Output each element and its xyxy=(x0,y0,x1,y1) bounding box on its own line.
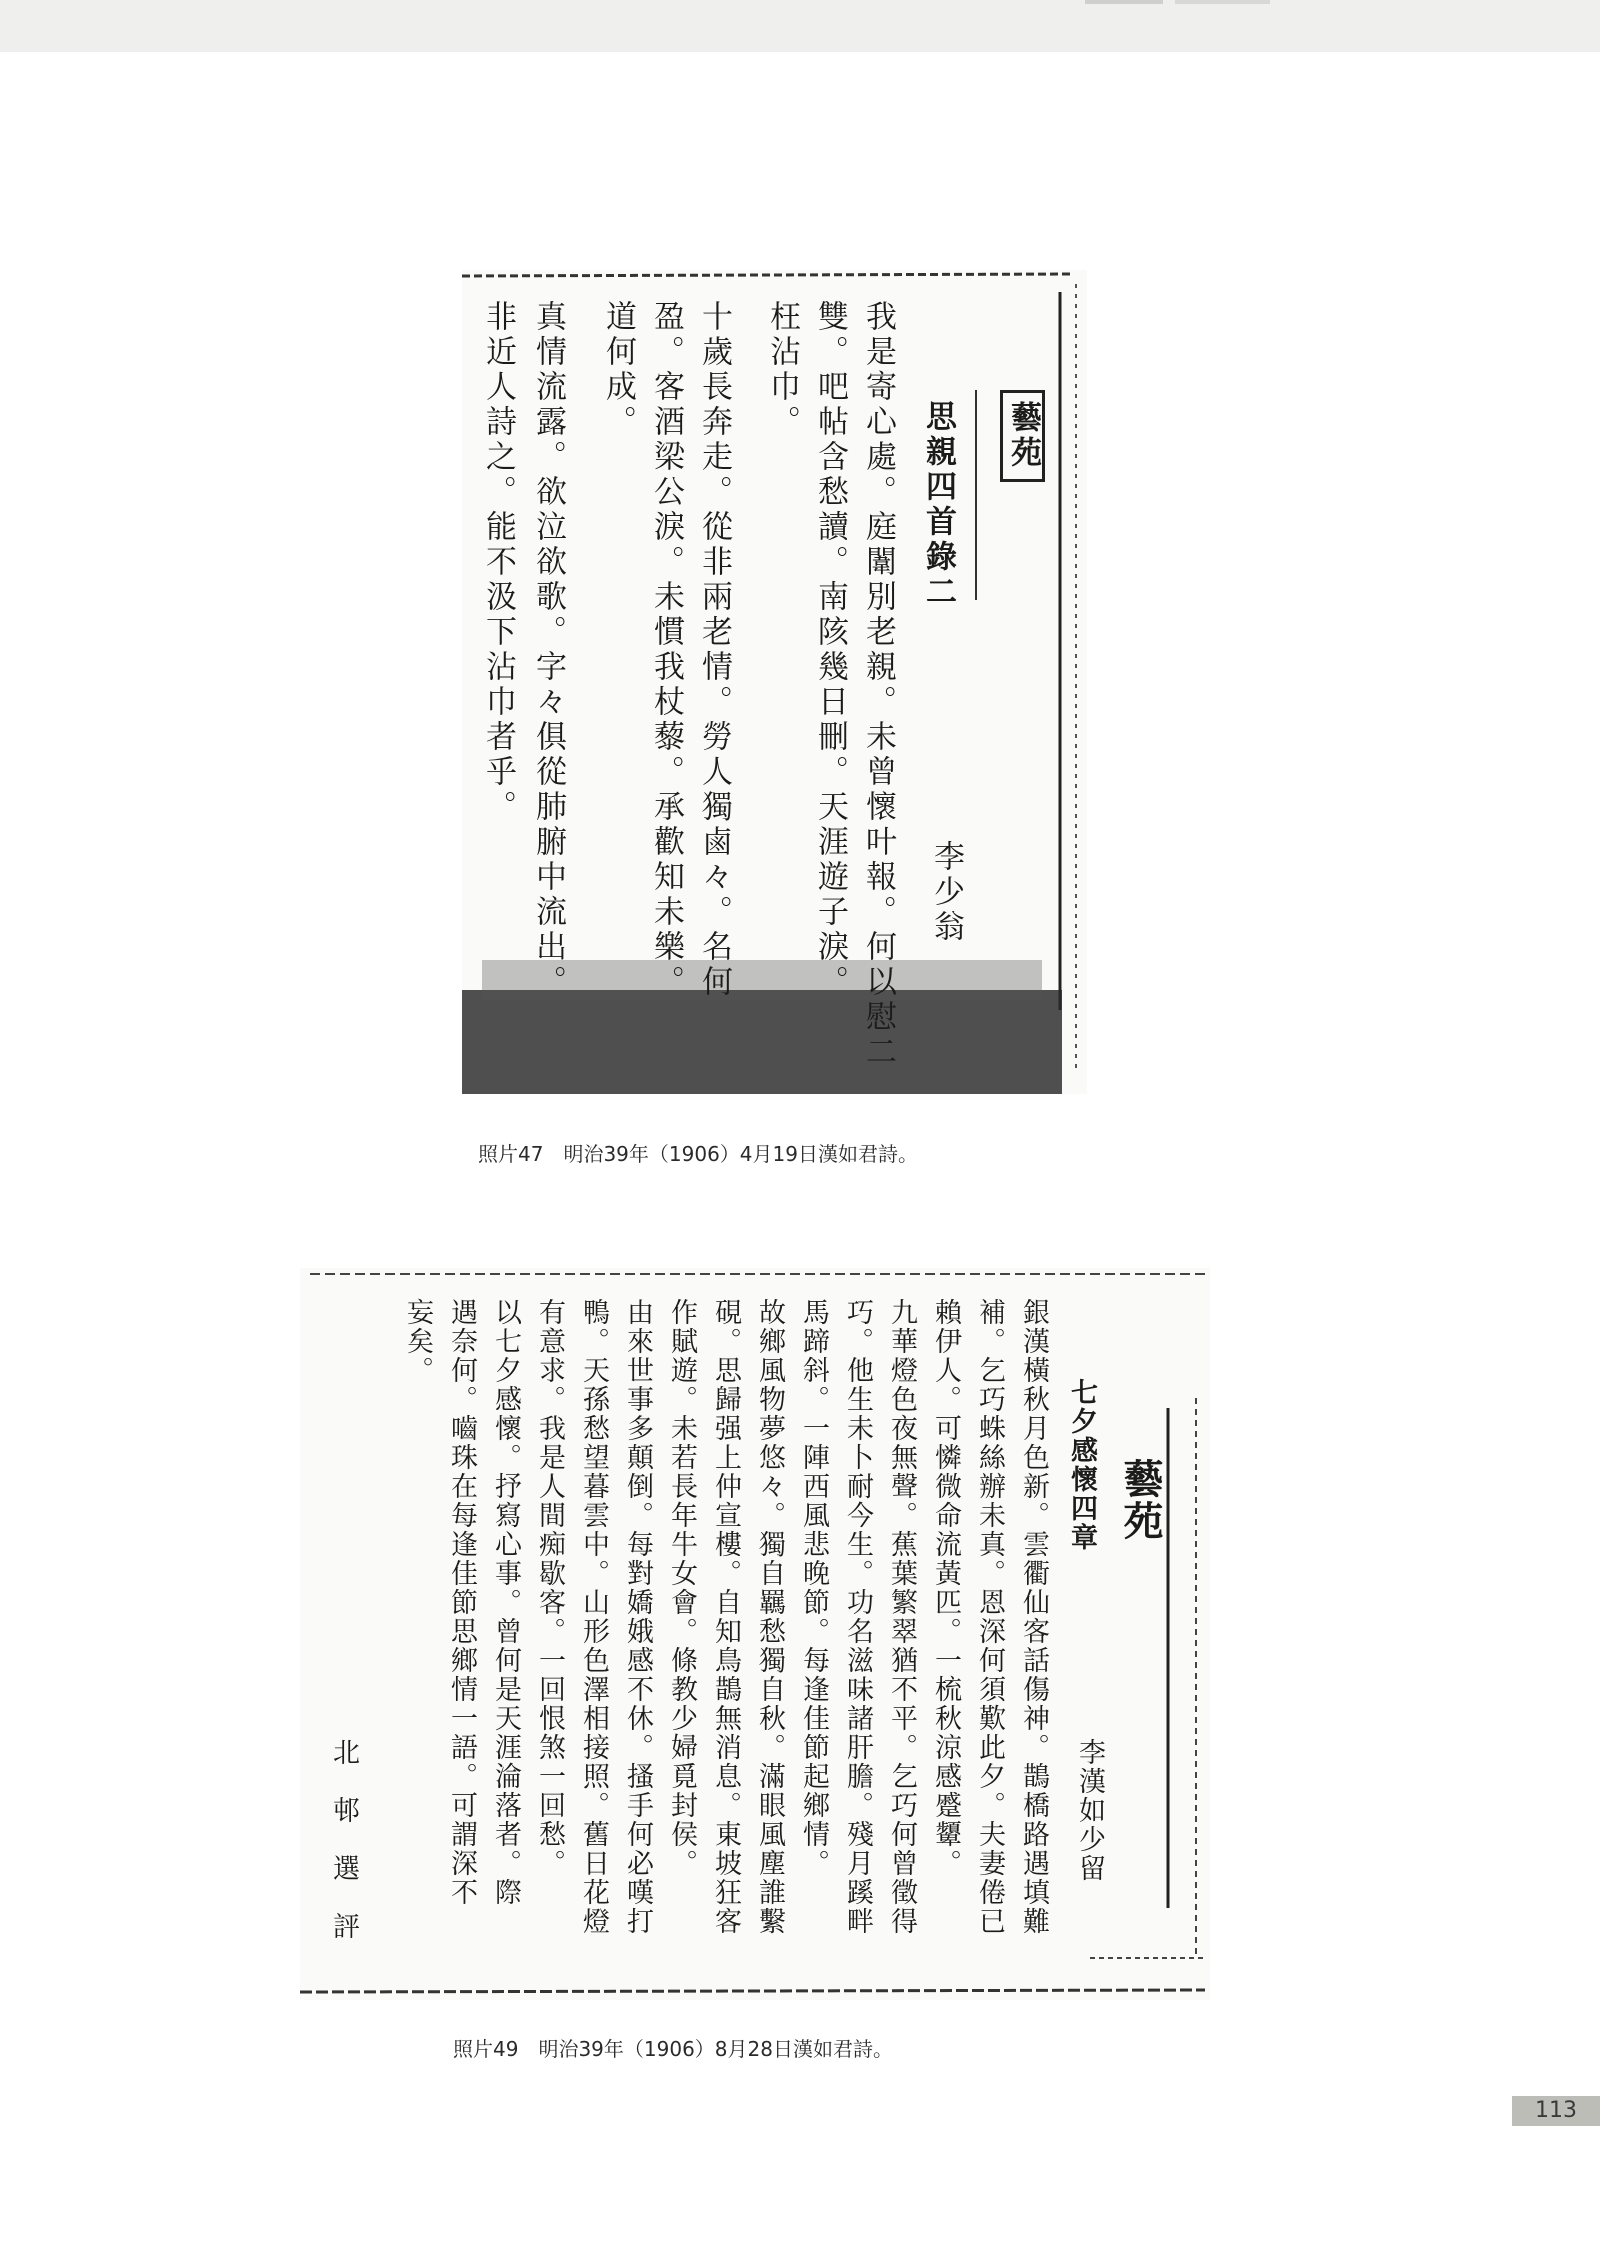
text-column: 非近人詩之。能不汲下沾巾者乎。 xyxy=(480,300,516,825)
text-column: 枉沾巾。 xyxy=(764,300,800,440)
text-column: 補。乞巧蛛絲辦未真。恩深何須歎此夕。夫妻倦已 xyxy=(974,1298,1005,1936)
text-column: 鴨。天孫愁望暮雲中。山形色澤相接照。舊日花燈 xyxy=(578,1298,609,1936)
section-title: 藝苑 xyxy=(1000,390,1045,482)
text-column: 銀漢橫秋月色新。雲衢仙客話傷神。鵲橋路遇填難 xyxy=(1018,1298,1049,1936)
top-mark xyxy=(1175,0,1270,4)
author-name: 李漢如少留 xyxy=(1074,1738,1105,1883)
text-column: 由來世事多顛倒。每對嬌娥感不休。搔手何必嘆打 xyxy=(622,1298,653,1936)
text-column: 我是寄心處。庭闈別老親。未曾懷叶報。何以慰二 xyxy=(860,300,896,1070)
top-mark xyxy=(1085,0,1163,4)
text-column: 真情流露。欲泣欲歌。字々俱從肺腑中流出。 xyxy=(530,300,566,1000)
poem-title: 思親四首錄二 xyxy=(920,400,956,610)
text-column: 作賦遊。未若長年牛女會。條教少婦覓封侯。 xyxy=(666,1298,697,1878)
newspaper-clipping-photo47 xyxy=(462,270,1087,1094)
top-band xyxy=(0,0,1600,52)
text-column: 雙。吧帖含愁讀。南陔幾日刪。天涯遊子淚。 xyxy=(812,300,848,1000)
text-column: 十歲長奔走。從非兩老情。勞人獨鹵々。名何 xyxy=(696,300,732,1000)
newspaper-clipping-photo49 xyxy=(300,1268,1210,2000)
text-column: 硯。思歸强上仲宣樓。自知鳥鵲無消息。東坡狂客 xyxy=(710,1298,741,1936)
text-column: 馬蹄斜。一陣西風悲晚節。每逢佳節起鄉情。 xyxy=(798,1298,829,1878)
photo-caption: 照片49 明治39年（1906）8月28日漢如君詩。 xyxy=(453,2037,893,2061)
author-name: 李少翁 xyxy=(928,840,964,945)
text-column: 巧。他生未卜耐今生。功名滋味諸肝膽。殘月蹊畔 xyxy=(842,1298,873,1936)
text-column: 賴伊人。可憐微命流黃匹。一梳秋涼感蹙顰。 xyxy=(930,1298,961,1878)
text-column: 遇奈何。嚙珠在每逢佳節思鄉情一語。可謂深不 xyxy=(446,1298,477,1907)
section-title: 藝苑 xyxy=(1117,1458,1164,1542)
page-number: 113 xyxy=(1512,2096,1600,2126)
text-column: 以七夕感懷。抒寫心事。曾何是天涯淪落者。際 xyxy=(490,1298,521,1907)
text-column: 九華燈色夜無聲。蕉葉繁翠猶不平。乞巧何曾徵得 xyxy=(886,1298,917,1936)
critic-signature: 北 邨 選 評 xyxy=(328,1738,359,1941)
text-column: 妄矣。 xyxy=(402,1298,433,1385)
text-column: 盈。客酒梁公淚。未慣我杖藜。承歡知未樂。 xyxy=(648,300,684,1000)
poem-title: 七夕感懷四章 xyxy=(1066,1378,1097,1552)
photo-caption: 照片47 明治39年（1906）4月19日漢如君詩。 xyxy=(478,1142,918,1166)
text-column: 道何成。 xyxy=(600,300,636,440)
text-column: 有意求。我是人間痴歇客。一回恨煞一回愁。 xyxy=(534,1298,565,1878)
text-column: 故鄉風物夢悠々。獨自羈愁獨自秋。滿眼風塵誰繫 xyxy=(754,1298,785,1936)
